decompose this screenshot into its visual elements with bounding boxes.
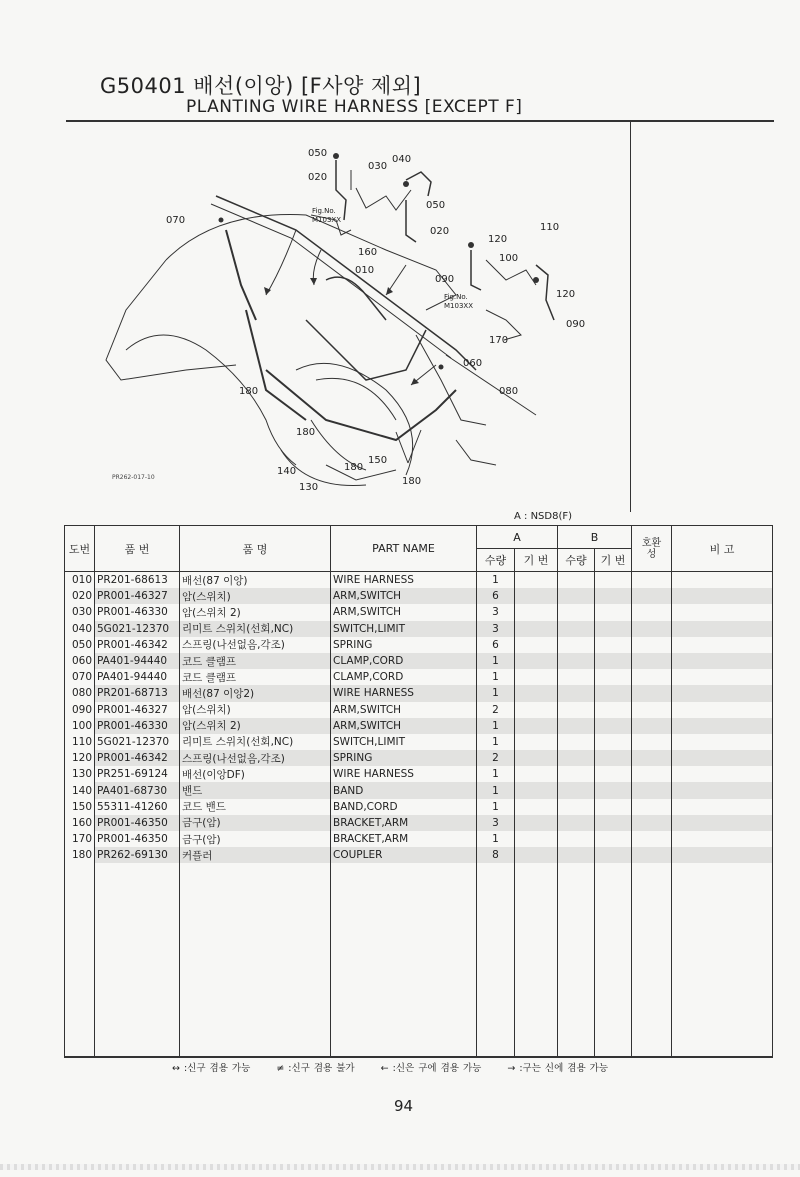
qty-a-cell: 6 (477, 588, 515, 604)
model-a-cell (515, 782, 558, 798)
remarks-cell (672, 669, 773, 685)
remarks-cell (672, 847, 773, 863)
name-kr-cell: 암(스위치) (180, 588, 331, 604)
fig-ref-1-line1: Fig.No. (312, 207, 336, 215)
empty-cell (672, 863, 773, 1058)
callout-040: 040 (392, 154, 412, 165)
compat-cell (632, 766, 672, 782)
ref-cell: 100 (65, 718, 95, 734)
remarks-cell (672, 718, 773, 734)
part-no-cell: PR001-46327 (95, 588, 180, 604)
model-label: A : NSD8(F) (514, 511, 573, 522)
name-kr-cell: 코드 클램프 (180, 653, 331, 669)
model-a-cell (515, 572, 558, 589)
part-no-cell: 5G021-12370 (95, 734, 180, 750)
model-a-cell (515, 604, 558, 620)
name-kr-cell: 암(스위치 2) (180, 604, 331, 620)
callout-140: 140 (277, 466, 297, 477)
ref-cell: 050 (65, 637, 95, 653)
qty-b-cell (558, 750, 595, 766)
name-en-cell: CLAMP,CORD (331, 653, 477, 669)
compat-cell (632, 799, 672, 815)
qty-a-cell: 1 (477, 782, 515, 798)
scan-edge (0, 1164, 800, 1170)
callout-030: 030 (368, 161, 388, 172)
remarks-cell (672, 604, 773, 620)
qty-b-cell (558, 718, 595, 734)
qty-b-cell (558, 685, 595, 701)
model-b-cell (595, 637, 632, 653)
name-kr-cell: 커플러 (180, 847, 331, 863)
legend-item: ≠ :신구 겸용 불가 (276, 1063, 355, 1074)
name-kr-cell: 코드 클램프 (180, 669, 331, 685)
qty-b-cell (558, 815, 595, 831)
part-no-cell: PA401-68730 (95, 782, 180, 798)
callout-050-top: 050 (308, 148, 328, 159)
ref-cell: 140 (65, 782, 95, 798)
remarks-cell (672, 831, 773, 847)
callout-090-right: 090 (566, 319, 586, 330)
remarks-cell (672, 750, 773, 766)
remarks-cell (672, 588, 773, 604)
part-no-cell: PR001-46350 (95, 831, 180, 847)
model-b-cell (595, 750, 632, 766)
name-kr-cell: 스프링(나선없음,각조) (180, 750, 331, 766)
header-a-qty: 수량 (477, 549, 515, 572)
callout-010: 010 (355, 265, 375, 276)
parts-table-body (65, 572, 773, 1058)
model-b-cell (595, 799, 632, 815)
qty-b-cell (558, 702, 595, 718)
remarks-cell (672, 702, 773, 718)
part-no-cell: PR001-46327 (95, 702, 180, 718)
part-no-cell: PA401-94440 (95, 653, 180, 669)
name-en-cell: SWITCH,LIMIT (331, 621, 477, 637)
part-no-cell: PR201-68613 (95, 572, 180, 589)
name-en-cell: WIRE HARNESS (331, 685, 477, 701)
empty-cell (65, 863, 95, 1058)
fig-ref-2-line2: M103XX (444, 302, 473, 310)
table-row (65, 799, 773, 815)
model-a-cell (515, 847, 558, 863)
compat-cell (632, 831, 672, 847)
model-a-cell (515, 621, 558, 637)
name-en-cell: BRACKET,ARM (331, 831, 477, 847)
empty-cell (515, 863, 558, 1058)
model-b-cell (595, 718, 632, 734)
model-a-cell (515, 718, 558, 734)
callout-020-right: 020 (430, 226, 450, 237)
model-a-cell (515, 653, 558, 669)
empty-cell (632, 863, 672, 1058)
qty-a-cell: 3 (477, 604, 515, 620)
qty-a-cell: 1 (477, 653, 515, 669)
qty-a-cell: 1 (477, 572, 515, 589)
model-b-cell (595, 847, 632, 863)
empty-cell (558, 863, 595, 1058)
ref-cell: 170 (65, 831, 95, 847)
compat-cell (632, 572, 672, 589)
callout-180-left: 180 (239, 386, 259, 397)
part-no-cell: PR201-68713 (95, 685, 180, 701)
callout-150: 150 (368, 455, 388, 466)
compat-cell (632, 604, 672, 620)
compat-cell (632, 588, 672, 604)
qty-a-cell: 3 (477, 815, 515, 831)
ref-cell: 060 (65, 653, 95, 669)
table-row (65, 734, 773, 750)
compatibility-legend (172, 1060, 630, 1074)
bottom-rule (64, 1056, 772, 1057)
qty-b-cell (558, 669, 595, 685)
part-no-cell: PR001-46350 (95, 815, 180, 831)
qty-b-cell (558, 766, 595, 782)
header-name-en: PART NAME (331, 526, 477, 572)
qty-a-cell: 1 (477, 669, 515, 685)
empty-cell (331, 863, 477, 1058)
name-en-cell: SPRING (331, 750, 477, 766)
ref-cell: 180 (65, 847, 95, 863)
header-ref: 도번 (65, 526, 95, 572)
callout-090-top: 090 (435, 274, 455, 285)
legend-item: ← :신은 구에 겸용 가능 (380, 1063, 482, 1074)
remarks-cell (672, 815, 773, 831)
name-en-cell: WIRE HARNESS (331, 572, 477, 589)
ref-cell: 150 (65, 799, 95, 815)
table-row (65, 750, 773, 766)
part-no-cell: 55311-41260 (95, 799, 180, 815)
compat-cell (632, 815, 672, 831)
name-en-cell: ARM,SWITCH (331, 702, 477, 718)
ref-cell: 030 (65, 604, 95, 620)
compat-cell (632, 718, 672, 734)
part-no-cell: PR001-46330 (95, 604, 180, 620)
name-kr-cell: 금구(암) (180, 831, 331, 847)
table-row (65, 847, 773, 863)
part-no-cell: PR001-46342 (95, 637, 180, 653)
wire-harness-diagram (66, 120, 630, 512)
compat-cell (632, 637, 672, 653)
part-no-cell: PR001-46342 (95, 750, 180, 766)
table-row (65, 831, 773, 847)
name-en-cell: BAND,CORD (331, 799, 477, 815)
name-kr-cell: 리미트 스위치(선회,NC) (180, 734, 331, 750)
compat-cell (632, 734, 672, 750)
callout-120-top: 120 (488, 234, 508, 245)
callout-180-right: 180 (402, 476, 422, 487)
model-a-cell (515, 588, 558, 604)
ref-cell: 120 (65, 750, 95, 766)
name-kr-cell: 밴드 (180, 782, 331, 798)
part-no-cell: PR001-46330 (95, 718, 180, 734)
qty-a-cell: 1 (477, 831, 515, 847)
ref-cell: 090 (65, 702, 95, 718)
name-en-cell: ARM,SWITCH (331, 604, 477, 620)
ref-cell: 010 (65, 572, 95, 589)
table-row (65, 702, 773, 718)
fig-ref-1-line2: M103XX (312, 216, 341, 224)
remarks-cell (672, 572, 773, 589)
model-a-cell (515, 685, 558, 701)
qty-b-cell (558, 799, 595, 815)
callout-130: 130 (299, 482, 319, 493)
table-row (65, 766, 773, 782)
compat-cell (632, 782, 672, 798)
name-en-cell: WIRE HARNESS (331, 766, 477, 782)
qty-a-cell: 1 (477, 766, 515, 782)
name-kr-cell: 배선(87 이앙) (180, 572, 331, 589)
part-no-cell: PA401-94440 (95, 669, 180, 685)
header-compat: 호환성 (632, 526, 672, 572)
compat-cell (632, 621, 672, 637)
model-a-cell (515, 831, 558, 847)
callout-060: 060 (463, 358, 483, 369)
qty-b-cell (558, 621, 595, 637)
model-b-cell (595, 604, 632, 620)
part-no-cell: 5G021-12370 (95, 621, 180, 637)
model-a-cell (515, 799, 558, 815)
model-a-cell (515, 734, 558, 750)
parts-table (64, 525, 773, 1058)
name-kr-cell: 리미트 스위치(선회,NC) (180, 621, 331, 637)
callout-180-center: 180 (296, 427, 316, 438)
header-part-no: 품 번 (95, 526, 180, 572)
fig-ref-2-line1: Fig.No. (444, 293, 468, 301)
table-row (65, 637, 773, 653)
callout-110: 110 (540, 222, 560, 233)
page-title-english: PLANTING WIRE HARNESS [EXCEPT F] (186, 97, 523, 117)
qty-b-cell (558, 572, 595, 589)
part-no-cell: PR262-69130 (95, 847, 180, 863)
empty-cell (180, 863, 331, 1058)
diagram-divider (630, 122, 631, 512)
qty-a-cell: 2 (477, 750, 515, 766)
header-group-b: B (558, 526, 632, 549)
table-row (65, 621, 773, 637)
model-b-cell (595, 621, 632, 637)
empty-cell (477, 863, 515, 1058)
name-en-cell: CLAMP,CORD (331, 669, 477, 685)
ref-cell: 110 (65, 734, 95, 750)
callout-180-lower: 180 (344, 462, 364, 473)
compat-cell (632, 750, 672, 766)
model-b-cell (595, 766, 632, 782)
model-b-cell (595, 653, 632, 669)
page-title-korean: G50401 배선(이앙) [F사양 제외] (100, 74, 422, 98)
name-kr-cell: 배선(이앙DF) (180, 766, 331, 782)
model-b-cell (595, 702, 632, 718)
name-en-cell: COUPLER (331, 847, 477, 863)
callout-020-top: 020 (308, 172, 328, 183)
model-a-cell (515, 815, 558, 831)
name-kr-cell: 스프링(나선없음,각조) (180, 637, 331, 653)
qty-b-cell (558, 588, 595, 604)
table-row (65, 572, 773, 589)
qty-b-cell (558, 734, 595, 750)
qty-b-cell (558, 782, 595, 798)
table-row (65, 718, 773, 734)
name-en-cell: BRACKET,ARM (331, 815, 477, 831)
remarks-cell (672, 621, 773, 637)
table-filler-row (65, 863, 773, 1058)
name-kr-cell: 금구(암) (180, 815, 331, 831)
callout-160: 160 (358, 247, 378, 258)
qty-a-cell: 3 (477, 621, 515, 637)
name-kr-cell: 배선(87 이앙2) (180, 685, 331, 701)
table-row (65, 782, 773, 798)
compat-cell (632, 847, 672, 863)
header-group-a: A (477, 526, 558, 549)
header-a-model: 기 번 (515, 549, 558, 572)
model-b-cell (595, 685, 632, 701)
remarks-cell (672, 734, 773, 750)
qty-b-cell (558, 653, 595, 669)
remarks-cell (672, 653, 773, 669)
model-a-cell (515, 702, 558, 718)
name-en-cell: SWITCH,LIMIT (331, 734, 477, 750)
model-a-cell (515, 750, 558, 766)
page-number: 94 (394, 1097, 414, 1115)
model-b-cell (595, 831, 632, 847)
figure-code: PR262-017-10 (112, 474, 155, 481)
table-row (65, 653, 773, 669)
model-b-cell (595, 782, 632, 798)
qty-a-cell: 1 (477, 685, 515, 701)
header-remarks: 비 고 (672, 526, 773, 572)
name-kr-cell: 코드 밴드 (180, 799, 331, 815)
model-b-cell (595, 815, 632, 831)
remarks-cell (672, 782, 773, 798)
name-en-cell: ARM,SWITCH (331, 588, 477, 604)
callout-070: 070 (166, 215, 186, 226)
model-b-cell (595, 588, 632, 604)
table-row (65, 815, 773, 831)
header-b-model: 기 번 (595, 549, 632, 572)
model-b-cell (595, 572, 632, 589)
model-a-cell (515, 637, 558, 653)
ref-cell: 080 (65, 685, 95, 701)
compat-cell (632, 653, 672, 669)
name-en-cell: ARM,SWITCH (331, 718, 477, 734)
qty-a-cell: 1 (477, 718, 515, 734)
qty-a-cell: 1 (477, 799, 515, 815)
name-en-cell: SPRING (331, 637, 477, 653)
model-a-cell (515, 669, 558, 685)
model-b-cell (595, 669, 632, 685)
callout-100: 100 (499, 253, 519, 264)
compat-cell (632, 702, 672, 718)
table-row (65, 669, 773, 685)
remarks-cell (672, 685, 773, 701)
legend-item: ↔ :신구 겸용 가능 (172, 1063, 251, 1074)
callout-050-right: 050 (426, 200, 446, 211)
legend-item: → :구는 신에 겸용 가능 (507, 1063, 608, 1074)
name-kr-cell: 암(스위치 2) (180, 718, 331, 734)
qty-b-cell (558, 637, 595, 653)
ref-cell: 020 (65, 588, 95, 604)
part-no-cell: PR251-69124 (95, 766, 180, 782)
name-en-cell: BAND (331, 782, 477, 798)
compat-cell (632, 669, 672, 685)
remarks-cell (672, 766, 773, 782)
qty-a-cell: 1 (477, 734, 515, 750)
table-row (65, 604, 773, 620)
qty-b-cell (558, 831, 595, 847)
header-b-qty: 수량 (558, 549, 595, 572)
empty-cell (595, 863, 632, 1058)
ref-cell: 160 (65, 815, 95, 831)
header-name-kr: 품 명 (180, 526, 331, 572)
ref-cell: 130 (65, 766, 95, 782)
callout-120-right: 120 (556, 289, 576, 300)
empty-cell (95, 863, 180, 1058)
model-b-cell (595, 734, 632, 750)
remarks-cell (672, 637, 773, 653)
callout-170: 170 (489, 335, 509, 346)
model-a-cell (515, 766, 558, 782)
callout-080: 080 (499, 386, 519, 397)
table-row (65, 588, 773, 604)
ref-cell: 040 (65, 621, 95, 637)
qty-a-cell: 6 (477, 637, 515, 653)
qty-a-cell: 2 (477, 702, 515, 718)
name-kr-cell: 암(스위치) (180, 702, 331, 718)
qty-b-cell (558, 847, 595, 863)
remarks-cell (672, 799, 773, 815)
table-row (65, 685, 773, 701)
compat-cell (632, 685, 672, 701)
ref-cell: 070 (65, 669, 95, 685)
qty-b-cell (558, 604, 595, 620)
qty-a-cell: 8 (477, 847, 515, 863)
